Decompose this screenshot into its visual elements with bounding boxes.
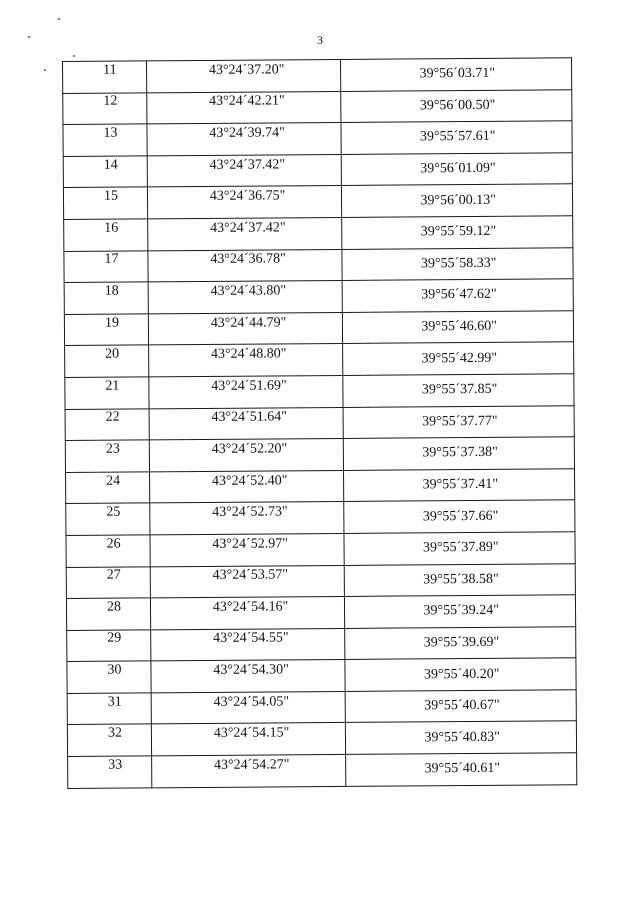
point-number-text: 14: [103, 157, 118, 173]
point-number-text: 17: [104, 251, 119, 268]
table-row: [65, 437, 574, 472]
latitude-cell: [151, 754, 346, 787]
point-number-text: 31: [107, 694, 122, 710]
page-number: 3: [317, 33, 323, 47]
point-number-cell: [66, 535, 150, 567]
longitude-text: 39°55´37.41": [422, 476, 499, 493]
table-row: [64, 216, 573, 251]
table-row: [66, 532, 575, 567]
latitude-cell: [147, 186, 342, 219]
longitude-cell: [342, 247, 573, 280]
table-row: [63, 89, 572, 124]
point-number-cell: [63, 187, 147, 219]
longitude-text: 39°55´40.67": [424, 697, 500, 714]
point-number-text: 16: [104, 220, 119, 236]
longitude-text: 39°55´37.66": [422, 508, 499, 524]
scan-speck: [73, 55, 75, 57]
coordinates-table: [62, 57, 577, 788]
latitude-cell: [150, 565, 345, 598]
table-row: [68, 753, 577, 788]
table-row: [65, 374, 574, 409]
point-number-text: 33: [108, 757, 123, 773]
latitude-cell: [147, 123, 342, 156]
point-number-text: 29: [107, 631, 122, 647]
longitude-cell: [346, 690, 577, 723]
point-number-cell: [66, 566, 150, 598]
longitude-text: 39°56´00.13": [420, 192, 497, 209]
latitude-cell: [151, 660, 346, 693]
point-number-cell: [63, 92, 147, 124]
longitude-text: 39°55´57.61": [419, 129, 496, 145]
point-number-text: 20: [105, 346, 120, 362]
longitude-cell: [343, 279, 574, 312]
latitude-cell: [151, 723, 346, 756]
longitude-cell: [342, 216, 573, 249]
latitude-cell: [147, 91, 342, 124]
longitude-text: 39°55´40.61": [424, 761, 501, 777]
table-row: [63, 121, 572, 156]
point-number-cell: [67, 724, 151, 756]
latitude-text: 43°24´54.30": [213, 662, 289, 678]
point-number-cell: [66, 503, 150, 535]
latitude-cell: [149, 375, 344, 408]
longitude-text: 39°55´46.60": [421, 318, 497, 335]
latitude-text: 43°24´54.15": [213, 725, 290, 742]
point-number-cell: [64, 219, 148, 251]
longitude-cell: [343, 374, 574, 407]
longitude-cell: [345, 626, 576, 659]
table-row: [64, 311, 573, 346]
latitude-cell: [147, 154, 342, 187]
longitude-cell: [343, 311, 574, 344]
latitude-text: 43°24´52.73": [212, 504, 288, 521]
latitude-text: 43°24´48.80": [210, 346, 287, 363]
latitude-text: 43°24´37.42": [210, 220, 286, 236]
point-number-cell: [64, 314, 148, 346]
point-number-cell: [63, 124, 147, 156]
latitude-text: 43°24´39.74": [209, 125, 285, 141]
point-number-cell: [67, 630, 151, 662]
table-row: [67, 721, 576, 756]
longitude-text: 39°55´37.38": [422, 445, 498, 461]
latitude-text: 43°24´44.79": [210, 314, 287, 331]
point-number-cell: [64, 282, 148, 314]
longitude-cell: [346, 721, 577, 754]
longitude-text: 39°55´37.85": [421, 382, 498, 398]
longitude-cell: [344, 532, 575, 565]
latitude-cell: [151, 691, 346, 724]
longitude-text: 39°55´59.12": [420, 224, 497, 240]
table-row: [63, 153, 572, 188]
point-number-cell: [65, 377, 149, 409]
point-number-cell: [63, 61, 147, 93]
longitude-cell: [343, 342, 574, 375]
longitude-text: 39°55´58.33": [420, 255, 497, 272]
point-number-text: 27: [106, 567, 121, 583]
latitude-cell: [148, 249, 343, 282]
point-number-text: 18: [104, 283, 119, 299]
longitude-text: 39°56´01.09": [420, 160, 496, 177]
table-row: [67, 690, 576, 725]
point-number-text: 22: [105, 409, 120, 426]
latitude-cell: [148, 217, 343, 250]
longitude-text: 39°56´03.71": [419, 66, 496, 82]
longitude-text: 39°55´42.99": [421, 350, 498, 367]
longitude-cell: [346, 753, 577, 786]
latitude-text: 43°24´52.20": [211, 441, 288, 457]
longitude-cell: [345, 595, 576, 628]
latitude-text: 43°24´52.97": [212, 536, 288, 552]
longitude-cell: [344, 468, 575, 501]
point-number-text: 11: [103, 62, 117, 78]
latitude-text: 43°24´54.16": [212, 599, 289, 615]
table-row: [67, 658, 576, 693]
scan-speck: [58, 18, 60, 20]
latitude-cell: [151, 628, 346, 661]
point-number-cell: [63, 156, 147, 188]
point-number-text: 23: [105, 441, 120, 457]
table-row: [66, 595, 575, 630]
latitude-cell: [146, 59, 341, 92]
table-row: [66, 563, 575, 598]
point-number-cell: [67, 661, 151, 693]
latitude-cell: [148, 312, 343, 345]
longitude-text: 39°55´40.83": [424, 729, 500, 746]
coordinates-table-body: [63, 58, 577, 788]
latitude-text: 43°24´54.05": [213, 694, 290, 710]
longitude-cell: [345, 563, 576, 596]
longitude-text: 39°56´00.50": [419, 97, 496, 114]
latitude-text: 43°24´42.21": [209, 93, 285, 110]
table-row: [66, 468, 575, 503]
table-row: [64, 279, 573, 314]
latitude-cell: [150, 597, 345, 630]
point-number-text: 19: [104, 315, 119, 331]
longitude-cell: [345, 658, 576, 691]
latitude-cell: [150, 502, 345, 535]
point-number-text: 26: [106, 536, 121, 552]
latitude-text: 43°24´36.75": [209, 188, 286, 205]
point-number-cell: [65, 408, 149, 440]
table-row: [63, 184, 572, 219]
latitude-text: 43°24´54.27": [213, 757, 290, 773]
point-number-cell: [64, 250, 148, 282]
longitude-text: 39°55´38.58": [423, 571, 499, 588]
table-row: [67, 626, 576, 661]
latitude-cell: [149, 439, 344, 472]
longitude-text: 39°55´40.20": [423, 666, 500, 682]
point-number-cell: [65, 440, 149, 472]
point-number-text: 32: [107, 725, 122, 741]
longitude-text: 39°56´47.62": [421, 287, 497, 303]
longitude-cell: [341, 58, 572, 91]
point-number-cell: [68, 756, 152, 788]
table-row: [63, 58, 572, 93]
table-row: [66, 500, 575, 535]
point-number-cell: [66, 472, 150, 504]
point-number-text: 21: [105, 378, 120, 394]
latitude-cell: [148, 281, 343, 314]
latitude-text: 43°24´37.42": [209, 156, 286, 173]
point-number-text: 24: [106, 473, 121, 489]
latitude-text: 43°24´51.69": [211, 378, 287, 394]
latitude-cell: [149, 407, 344, 440]
longitude-cell: [341, 89, 572, 122]
latitude-cell: [150, 533, 345, 566]
longitude-text: 39°55´39.69": [423, 634, 500, 651]
latitude-text: 43°24´43.80": [210, 283, 287, 299]
table-row: [65, 405, 574, 440]
point-number-cell: [67, 693, 151, 725]
longitude-cell: [342, 153, 573, 186]
latitude-cell: [149, 470, 344, 503]
scan-speck: [44, 69, 46, 71]
point-number-text: 13: [103, 125, 118, 141]
latitude-text: 43°24´37.20": [208, 62, 285, 78]
longitude-text: 39°55´37.89": [422, 540, 499, 556]
point-number-cell: [66, 598, 150, 630]
point-number-cell: [65, 345, 149, 377]
point-number-text: 15: [103, 188, 119, 204]
longitude-text: 39°55´39.24": [423, 603, 500, 619]
longitude-cell: [342, 184, 573, 217]
longitude-cell: [343, 405, 574, 438]
latitude-text: 43°24´53.57": [212, 567, 289, 584]
point-number-text: 28: [106, 599, 122, 615]
table-row: [65, 342, 574, 377]
longitude-cell: [341, 121, 572, 154]
latitude-text: 43°24´51.64": [211, 409, 288, 426]
longitude-cell: [344, 437, 575, 470]
latitude-text: 43°24´52.40": [211, 472, 288, 489]
longitude-cell: [344, 500, 575, 533]
table-row: [64, 247, 573, 282]
latitude-text: 43°24´54.55": [213, 630, 289, 647]
point-number-text: 25: [106, 504, 121, 520]
point-number-text: 30: [107, 662, 122, 678]
scan-speck: [28, 36, 30, 38]
longitude-text: 39°55´37.77": [422, 413, 498, 430]
latitude-cell: [148, 344, 343, 377]
point-number-text: 12: [103, 93, 118, 110]
latitude-text: 43°24´36.78": [210, 251, 286, 268]
